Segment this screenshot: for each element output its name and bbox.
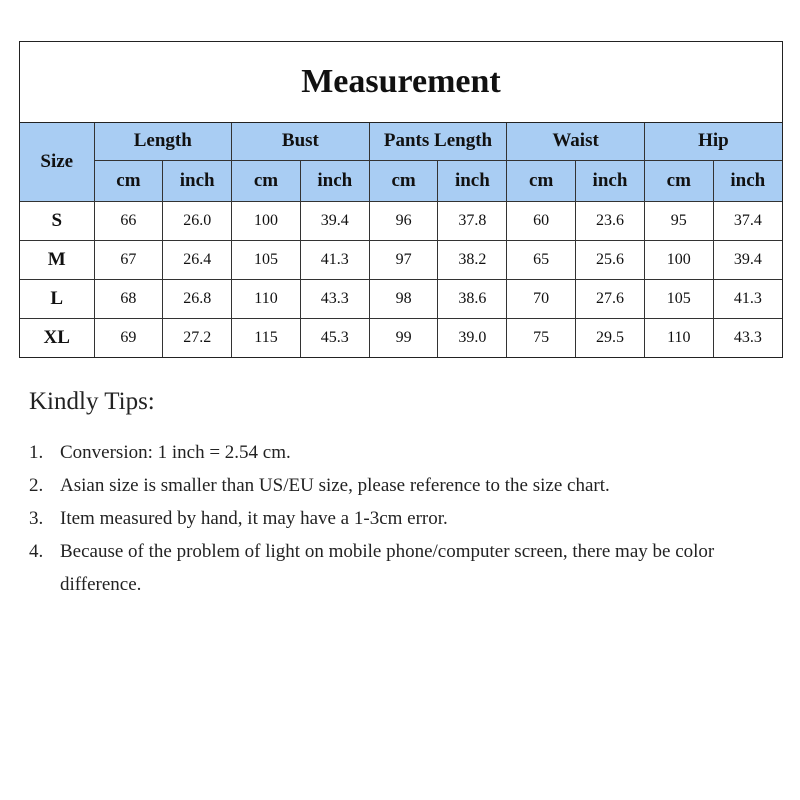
table-cell: 65 xyxy=(507,240,576,279)
group-header-length: Length xyxy=(94,123,232,160)
table-cell: 39.4 xyxy=(713,240,782,279)
table-cell: 26.8 xyxy=(163,279,232,318)
table-cell: 99 xyxy=(369,319,438,357)
table-cell: 27.6 xyxy=(576,279,645,318)
table-cell: 37.8 xyxy=(438,201,507,240)
table-cell: 23.6 xyxy=(576,201,645,240)
tip-text: Conversion: 1 inch = 2.54 cm. xyxy=(60,442,291,463)
table-cell: 105 xyxy=(644,279,713,318)
table-cell: 110 xyxy=(644,319,713,357)
table-cell: 97 xyxy=(369,240,438,279)
table-row xyxy=(20,240,782,279)
table-cell: 70 xyxy=(507,279,576,318)
list-item xyxy=(29,469,769,502)
table-row xyxy=(20,279,782,318)
unit-header-cm: cm xyxy=(644,160,713,201)
table-cell: 105 xyxy=(232,240,301,279)
chart-title: Measurement xyxy=(20,42,782,123)
size-label: XL xyxy=(20,319,94,357)
table-cell: 115 xyxy=(232,319,301,357)
table-cell: 27.2 xyxy=(163,319,232,357)
table-cell: 41.3 xyxy=(713,279,782,318)
table-cell: 26.0 xyxy=(163,201,232,240)
table-cell: 100 xyxy=(232,201,301,240)
unit-header-inch: inch xyxy=(713,160,782,201)
size-table xyxy=(20,123,782,357)
tip-text: Item measured by hand, it may have a 1-3cm error. xyxy=(60,508,448,529)
unit-header-cm: cm xyxy=(232,160,301,201)
table-row xyxy=(20,319,782,357)
size-chart xyxy=(19,41,783,358)
table-cell: 96 xyxy=(369,201,438,240)
table-cell: 45.3 xyxy=(300,319,369,357)
table-cell: 29.5 xyxy=(576,319,645,357)
table-cell: 100 xyxy=(644,240,713,279)
unit-header-inch: inch xyxy=(300,160,369,201)
unit-header-cm: cm xyxy=(369,160,438,201)
unit-header-inch: inch xyxy=(163,160,232,201)
list-item xyxy=(29,436,769,469)
table-cell: 37.4 xyxy=(713,201,782,240)
group-header-hip: Hip xyxy=(644,123,782,160)
table-cell: 110 xyxy=(232,279,301,318)
table-cell: 66 xyxy=(94,201,163,240)
unit-header-cm: cm xyxy=(507,160,576,201)
table-cell: 25.6 xyxy=(576,240,645,279)
unit-header-cm: cm xyxy=(94,160,163,201)
tips-list xyxy=(29,436,769,601)
table-cell: 39.0 xyxy=(438,319,507,357)
tip-number: 2. xyxy=(29,475,44,496)
group-header-pants-length: Pants Length xyxy=(369,123,507,160)
table-cell: 98 xyxy=(369,279,438,318)
tips-section xyxy=(29,388,769,601)
size-label: S xyxy=(20,201,94,240)
unit-header-inch: inch xyxy=(438,160,507,201)
size-column-header: Size xyxy=(20,123,94,201)
unit-header-inch: inch xyxy=(576,160,645,201)
list-item xyxy=(29,502,769,535)
table-cell: 67 xyxy=(94,240,163,279)
group-header-waist: Waist xyxy=(507,123,645,160)
table-cell: 69 xyxy=(94,319,163,357)
tip-number: 4. xyxy=(29,541,44,562)
table-cell: 60 xyxy=(507,201,576,240)
table-cell: 39.4 xyxy=(300,201,369,240)
table-cell: 41.3 xyxy=(300,240,369,279)
tip-number: 1. xyxy=(29,442,44,463)
table-cell: 26.4 xyxy=(163,240,232,279)
tips-title: Kindly Tips: xyxy=(29,388,155,415)
table-cell: 95 xyxy=(644,201,713,240)
table-cell: 75 xyxy=(507,319,576,357)
size-label: L xyxy=(20,279,94,318)
table-cell: 43.3 xyxy=(713,319,782,357)
group-header-bust: Bust xyxy=(232,123,370,160)
table-cell: 38.6 xyxy=(438,279,507,318)
list-item xyxy=(29,535,769,601)
tip-number: 3. xyxy=(29,508,44,529)
table-cell: 38.2 xyxy=(438,240,507,279)
table-cell: 68 xyxy=(94,279,163,318)
size-label: M xyxy=(20,240,94,279)
tip-text: Asian size is smaller than US/EU size, please reference to the size chart. xyxy=(60,475,610,496)
tip-text: Because of the problem of light on mobile phone/computer screen, there may be color difference. xyxy=(60,541,715,595)
table-cell: 43.3 xyxy=(300,279,369,318)
table-row xyxy=(20,201,782,240)
